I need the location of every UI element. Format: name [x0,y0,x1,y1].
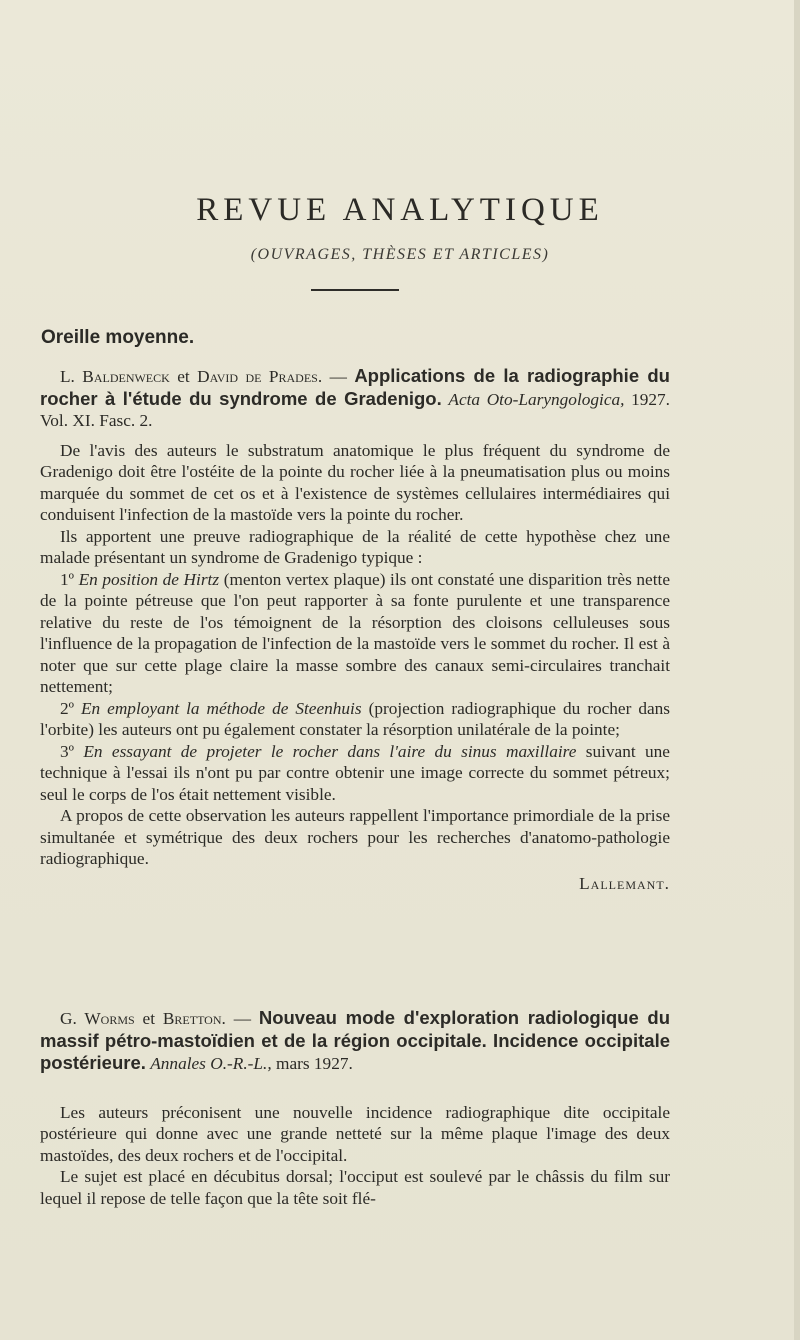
article-2 [40,1007,670,1209]
article-2-reference [40,1007,670,1075]
item-1-text: (menton vertex plaque) ils ont constaté une disparition très nette de la pointe pétreuse que l'on peut rapporter à sa fonte purulente et une transparence relative du reste de l'os témoignent de la résorption des cloisons celluleuses sous l'influence de la propagation de l'infection de la mastoïde vers le sommet du rocher. Il est à noter que sur cette plage claire la masse sombre des canaux semi-circulaires tranchait nettement; [40,569,670,696]
article-1-paragraph-final: A propos de cette observation les auteurs rappellent l'importance primordiale de la prise simultanée et symétrique des deux rochers pour les recherches d'anatomo-pathologie radiographique. [40,806,670,868]
article-1-item-2 [40,698,670,741]
article-1-paragraph-1: De l'avis des auteurs le substratum anatomique le plus fréquent du syndrome de Gradenigo doit être l'ostéite de la pointe du rocher liée à la pneumatisation plus ou moins marquée du sommet de cet os et à l'existence de systèmes cellulaires intermédiaires qui conduisent l'infection de la mastoïde vers la pointe du rocher. [40,440,670,524]
article-1-signature: Lallemant. [579,873,670,893]
article-1-item-1 [40,569,670,698]
page-subtitle: (OUVRAGES, THÈSES ET ARTICLES) [250,246,550,263]
item-3-lead: En essayant de projeter le rocher dans l'aire du sinus maxillaire [83,741,577,761]
article-1-conj: et [177,367,190,386]
article-1-details: 1927. Vol. XI. Fasc. 2. [40,389,670,430]
section-heading: Oreille moyenne. [41,327,195,348]
article-1-title: Applications de la radiographie du rocher à l'étude du syndrome de Gradenigo. [40,365,670,409]
article-2-author-2: Bretton. [162,1009,226,1028]
item-3-text: suivant une technique à l'essai ils n'ont pu par contre obtenir une image correcte du sommet pétreux; seul le corps de l'os était nettement visible. [40,741,670,804]
article-2-dash: — [233,1009,251,1028]
article-2-title: Nouveau mode d'exploration radiologique du massif pétro-mastoïdien et de la région occipitale. Incidence occipitale postérieure. [40,1007,670,1073]
article-2-paragraph-2: Le sujet est placé en décubitus dorsal; l'occiput est soulevé par le châssis du film sur lequel il repose de telle façon que la tête soit flé- [40,1167,670,1208]
article-2-details: mars 1927. [276,1054,353,1073]
item-2-lead: En employant la méthode de Steenhuis [80,698,362,718]
article-2-journal: Annales O.-R.-L., [150,1054,272,1073]
item-1-number: 1º [60,569,74,589]
article-2-paragraph-1: Les auteurs préconisent une nouvelle incidence radiographique dite occipitale postérieure qui donne avec une grande netteté sur la même plaque l'image des deux mastoïdes, des deux rochers et de l'occipital. [40,1102,670,1165]
item-2-text: (projection radiographique du rocher dans l'orbite) les auteurs ont pu également constater la résorption unilatérale de la pointe; [40,698,671,739]
item-1-lead: En position de Hirtz [78,569,220,589]
article-1-dash: — [329,367,347,386]
article-1-reference [40,365,670,432]
page-title: REVUE ANALYTIQUE [196,192,604,228]
article-1-paragraph-2: Ils apportent une preuve radiographique de la réalité de cette hypothèse chez une malade présentant un syndrome de Gradenigo typique : [40,526,670,567]
article-2-conj: et [142,1009,156,1028]
item-2-number: 2º [60,698,74,718]
article-1-journal: Acta Oto-Laryngologica, [448,389,625,409]
article-1-author-2: David de Prades. [197,367,323,386]
article-1-author-1: L. Baldenweck [60,367,170,386]
title-divider [311,289,399,291]
article-1-item-3 [40,741,670,806]
article-2-author-1: G. Worms [60,1009,135,1028]
article-1 [40,365,670,894]
item-3-number: 3º [60,741,74,761]
